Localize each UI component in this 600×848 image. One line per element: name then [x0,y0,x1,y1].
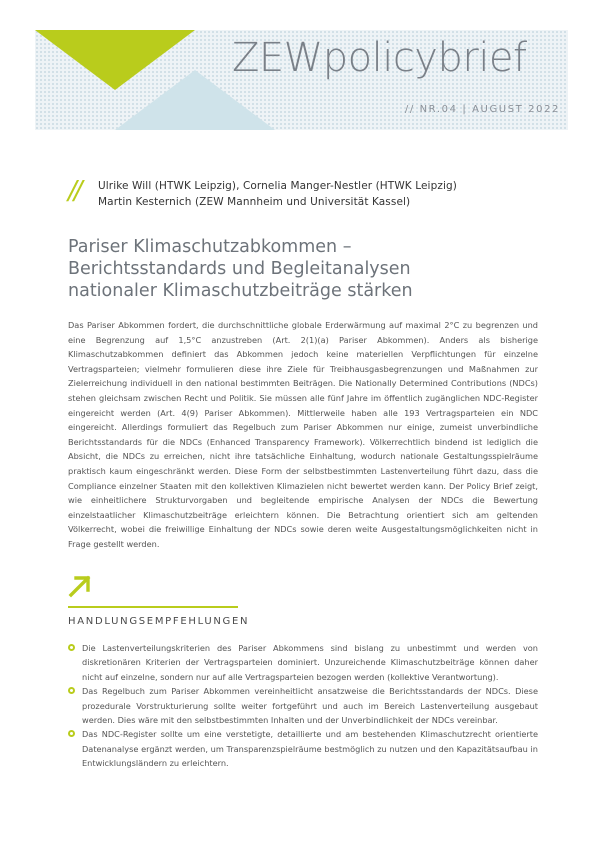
page-title [68,236,538,302]
list-item [68,641,538,684]
title-line: Berichtsstandards und Begleitanalysen [68,259,411,279]
brand-title: ZEWpolicybrief [232,35,527,81]
authors-marker: // [68,176,80,206]
authors-block [98,178,457,210]
lime-triangle [35,30,195,90]
list-item [68,684,538,727]
recommendation-text: Das NDC-Register sollte um eine verstetigte, detaillierte und am bestehenden Klimaschutzrecht orientierte Datenanalyse ergänzt werden, um Transparenzspielräume bestmöglich zu nutzen und den Kapazitätsaufbau in Entwicklungsländern zu erleichtern. [82,729,538,769]
arrow-up-right-icon [68,574,92,598]
abstract-text: Das Pariser Abkommen fordert, die durchschnittliche globale Erderwärmung auf maximal 2°C zu begrenzen und eine Begrenzung auf 1,5°C anzustreben (Art. 2(1)(a) Pariser Abkommen). Anders als bisherige Klimaschutzabkommen definiert das Abkommen jedoch keine materiellen Verpflichtungen für einzelne Vertragsparteien; vielmehr formulieren diese ihre Ziele für Treibhausgasbegrenzungen und Maßnahmen zur Zielerreichung individuell in den national bestimmten Beiträgen. Die Nationally Determined Contributions (NDCs) stehen gleichsam zwischen Recht und Politik. Sie müssen alle fünf Jahre im öffentlich zugänglichen NDC-Register eingereicht werden (Art. 4(9) Pariser Abkommen). Mittlerweile haben alle 193 Vertragsparteien ein NDC eingereicht. Allerdings formuliert das Regelbuch zum Pariser Abkommen nur einige, zumeist unverbindliche Berichtsstandards für die NDCs (Enhanced Transparency Framework). Völkerrechtlich bindend ist lediglich die Absicht, die NDCs zu erreichen, nicht ihre tatsächliche Einhaltung, wodurch nationale Gestaltungsspielräume praktisch kaum eingeschränkt werden. Diese Form der selbstbestimmten Lastenverteilung führt dazu, dass die Compliance einzelner Staaten mit den kollektiven Klimazielen nicht bewertet werden kann. Der Policy Brief zeigt, wie einheitlichere Strukturvorgaben und begleitende empirische Analysen der NDCs die Bewertung einzelstaatlicher Klimaschutzbeiträge erleichtern können. Die Betrachtung orientiert sich am geltenden Völkerrecht, wobei die freiwillige Einhaltung der NDCs sowie deren weite Ausgestaltungsmöglichkeiten nicht in Frage gestellt werden. [68,320,538,549]
bullet-circle-icon [68,687,75,694]
recommendations-heading: HANDLUNGSEMPFEHLUNGEN [68,616,250,627]
bullet-circle-icon [68,644,75,651]
title-line: Pariser Klimaschutzabkommen – [68,237,352,257]
author-line: Ulrike Will (HTWK Leipzig), Cornelia Manger-Nestler (HTWK Leipzig) [98,180,457,192]
recommendation-text: Die Lastenverteilungskriterien des Pariser Abkommens sind bislang zu unbestimmt und werden von diskretionären Kriterien der Vertragsparteien dominiert. Unzureichende Klimaschutzbeiträge können daher nicht auf einzelne, sondern nur auf alle Vertragsparteien bezogen werden (kollektive Verantwortung). [82,643,538,682]
bullet-circle-icon [68,730,75,737]
author-line: Martin Kesternich (ZEW Mannheim und Universität Kassel) [98,196,411,208]
list-item [68,727,538,770]
recommendation-text: Das Regelbuch zum Pariser Abkommen vereinheitlicht ansatzweise die Berichtsstandards der NDCs. Diese prozedurale Vorstrukturierung sollte weiter fortgeführt und auch im Bereich Lastenverteilung ausgebaut werden. Dies wäre mit den selbstbestimmten Inhalten und der Unverbindlichkeit der NDCs vereinbar. [82,686,538,726]
issue-info: // NR.04 | AUGUST 2022 [404,104,560,115]
title-line: nationaler Klimaschutzbeiträge stärken [68,281,413,301]
recommendations-list [68,641,538,771]
section-divider [68,606,238,608]
